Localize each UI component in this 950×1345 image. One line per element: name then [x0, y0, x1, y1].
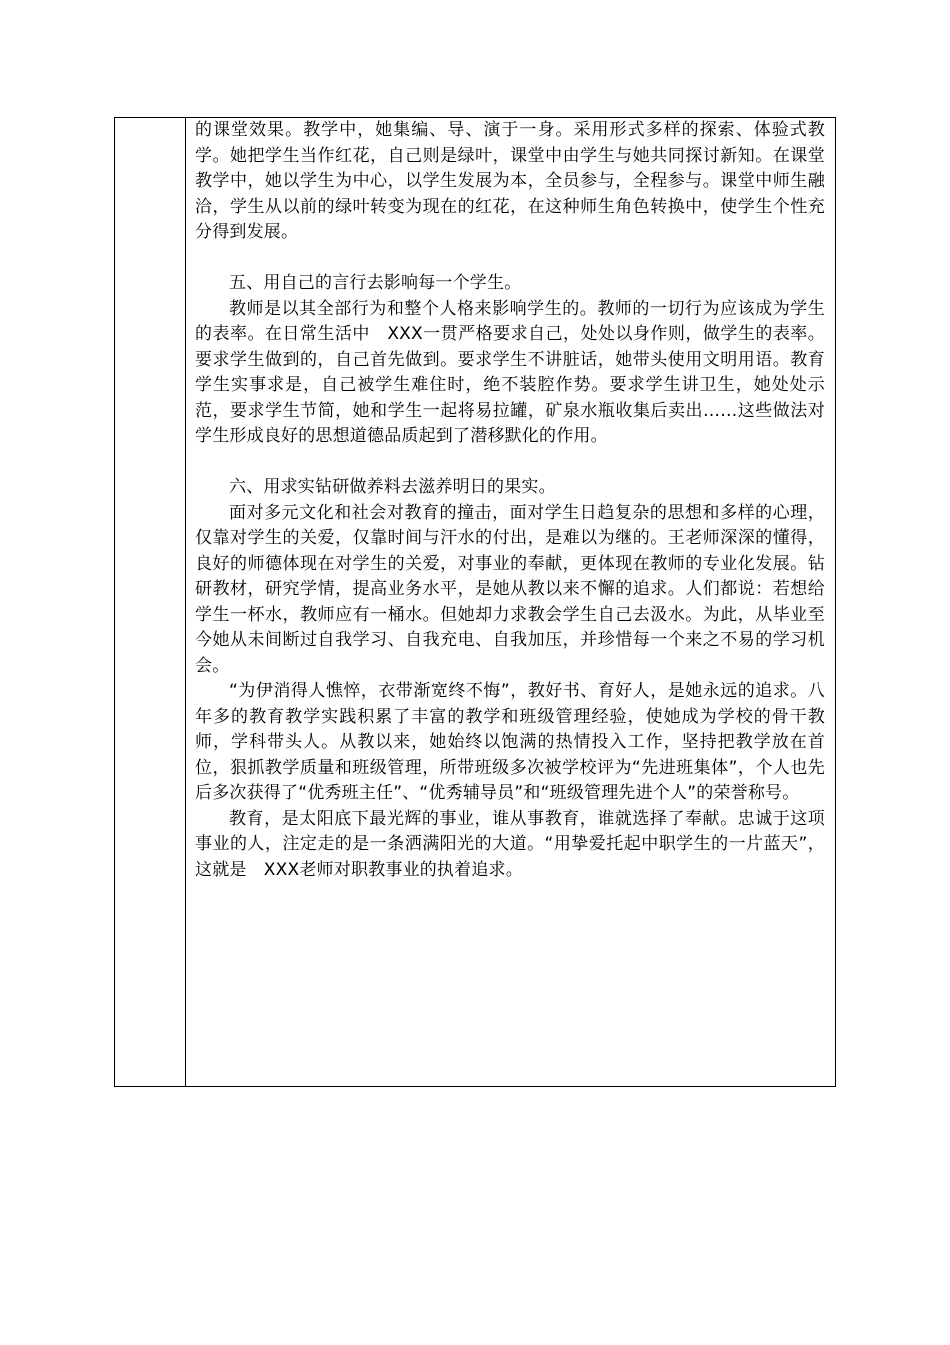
document-table [114, 117, 836, 1087]
section-6-paragraph-3: 教育，是太阳底下最光辉的事业，谁从事教育，谁就选择了奉献。忠诚于这项事业的人，注定走的是一条洒满阳光的大道。“用挚爱托起中职学生的一片蓝天”，这就是 XXX老师对职教事业的执着追求。 [195, 808, 825, 880]
table-content-cell [195, 118, 825, 883]
intro-paragraph: 的课堂效果。教学中，她集编、导、演于一身。采用形式多样的探索、体验式教学。她把学生当作红花，自己则是绿叶，课堂中由学生与她共同探讨新知。在课堂教学中，她以学生为中心，以学生发展为本，全员参与，全程参与。课堂中师生融洽，学生从以前的绿叶转变为现在的红花，在这种师生角色转换中，使学生个性充分得到发展。 [195, 120, 825, 242]
section-5-paragraph: 教师是以其全部行为和整个人格来影响学生的。教师的一切行为应该成为学生的表率。在日常生活中 XXX一贯严格要求自己，处处以身作则，做学生的表率。要求学生做到的，自己首先做到。要求学生不讲脏话，她带头使用文明用语。教育学生实事求是，自己被学生难住时，绝不装腔作势。要求学生讲卫生，她处处示范，要求学生节简，她和学生一起将易拉罐，矿泉水瓶收集后卖出……这些做法对学生形成良好的思想道德品质起到了潜移默化的作用。 [195, 298, 825, 446]
section-5-heading: 五、用自己的言行去影响每一个学生。 [229, 273, 522, 293]
spacer [195, 246, 825, 272]
section-6-heading: 六、用求实钻研做养料去滋养明日的果实。 [229, 477, 556, 497]
table-label-column [115, 118, 186, 1086]
section-6-paragraph-1: 面对多元文化和社会对教育的撞击，面对学生日趋复杂的思想和多样的心理，仅靠对学生的关爱，仅靠时间与汗水的付出，是难以为继的。王老师深深的懂得，良好的师德体现在对学生的关爱，对事业的奉献，更体现在教师的专业化发展。钻研教材，研究学情，提高业务水平，是她从教以来不懈的追求。人们都说：若想给学生一杯水，教师应有一桶水。但她却力求教会学生自己去汲水。为此，从毕业至今她从未间断过自我学习、自我充电、自我加压，并珍惜每一个来之不易的学习机会。 [195, 502, 825, 676]
section-6-paragraph-2: “为伊消得人憔悴，衣带渐宽终不悔”，教好书、育好人，是她永远的追求。八年多的教育教学实践积累了丰富的教学和班级管理经验，使她成为学校的骨干教师，学科带头人。从教以来，她始终以饱满的热情投入工作，坚持把教学放在首位，狠抓教学质量和班级管理，所带班级多次被学校评为“先进班集体”，个人也先后多次获得了“优秀班主任”、“优秀辅导员”和“班级管理先进个人”的荣誉称号。 [195, 681, 825, 803]
spacer [195, 450, 825, 476]
